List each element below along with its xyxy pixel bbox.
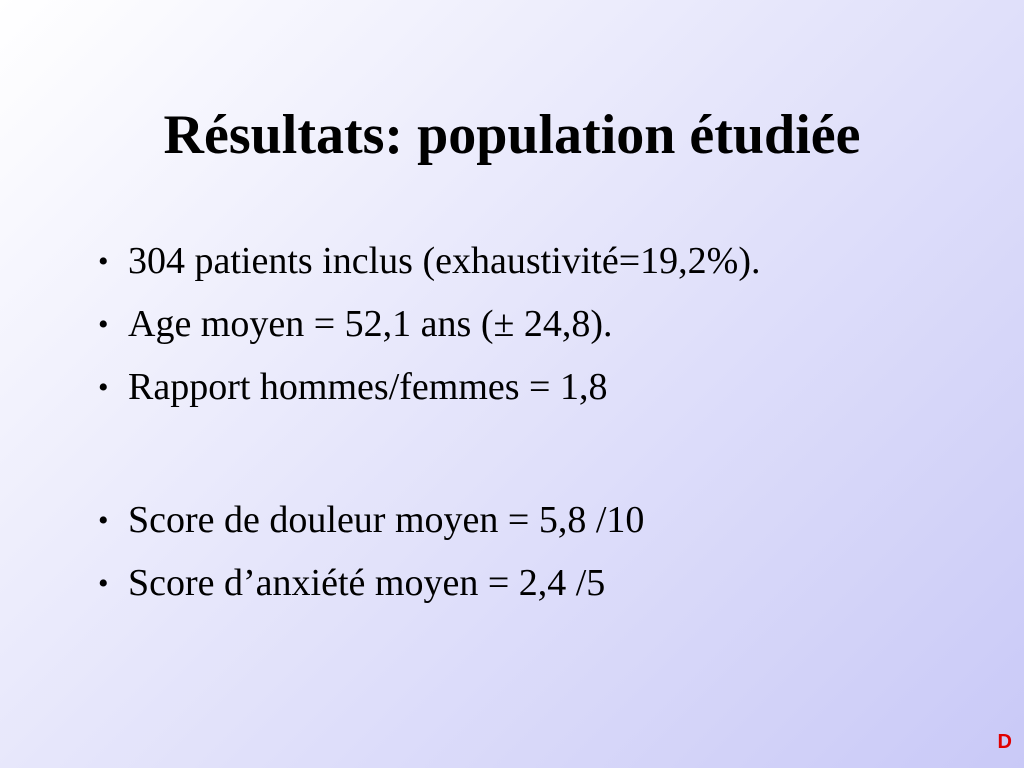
bullet-dot-icon: • xyxy=(98,371,109,404)
bullet-item-age xyxy=(98,293,978,356)
bullet-text: Score d’anxiété moyen = 2,4 /5 xyxy=(128,562,606,604)
bullet-item-anxiety-score xyxy=(98,552,978,615)
bullet-list xyxy=(98,230,978,615)
bullet-item-pain-score xyxy=(98,489,978,552)
bullet-item-patients xyxy=(98,230,978,293)
bullet-dot-icon: • xyxy=(98,245,109,278)
bullet-dot-icon: • xyxy=(98,567,109,600)
slide-title: Résultats: population étudiée xyxy=(163,104,861,166)
bullet-item-sex-ratio xyxy=(98,356,978,419)
bullet-dot-icon: • xyxy=(98,504,109,537)
bullet-text: Age moyen = 52,1 ans (± 24,8). xyxy=(128,303,613,345)
nav-link-d[interactable]: D xyxy=(997,731,1012,753)
bullet-text: 304 patients inclus (exhaustivité=19,2%). xyxy=(128,240,761,282)
bullet-text: Rapport hommes/femmes = 1,8 xyxy=(128,366,608,408)
bullet-text: Score de douleur moyen = 5,8 /10 xyxy=(128,499,645,541)
bullet-dot-icon: • xyxy=(98,308,109,341)
